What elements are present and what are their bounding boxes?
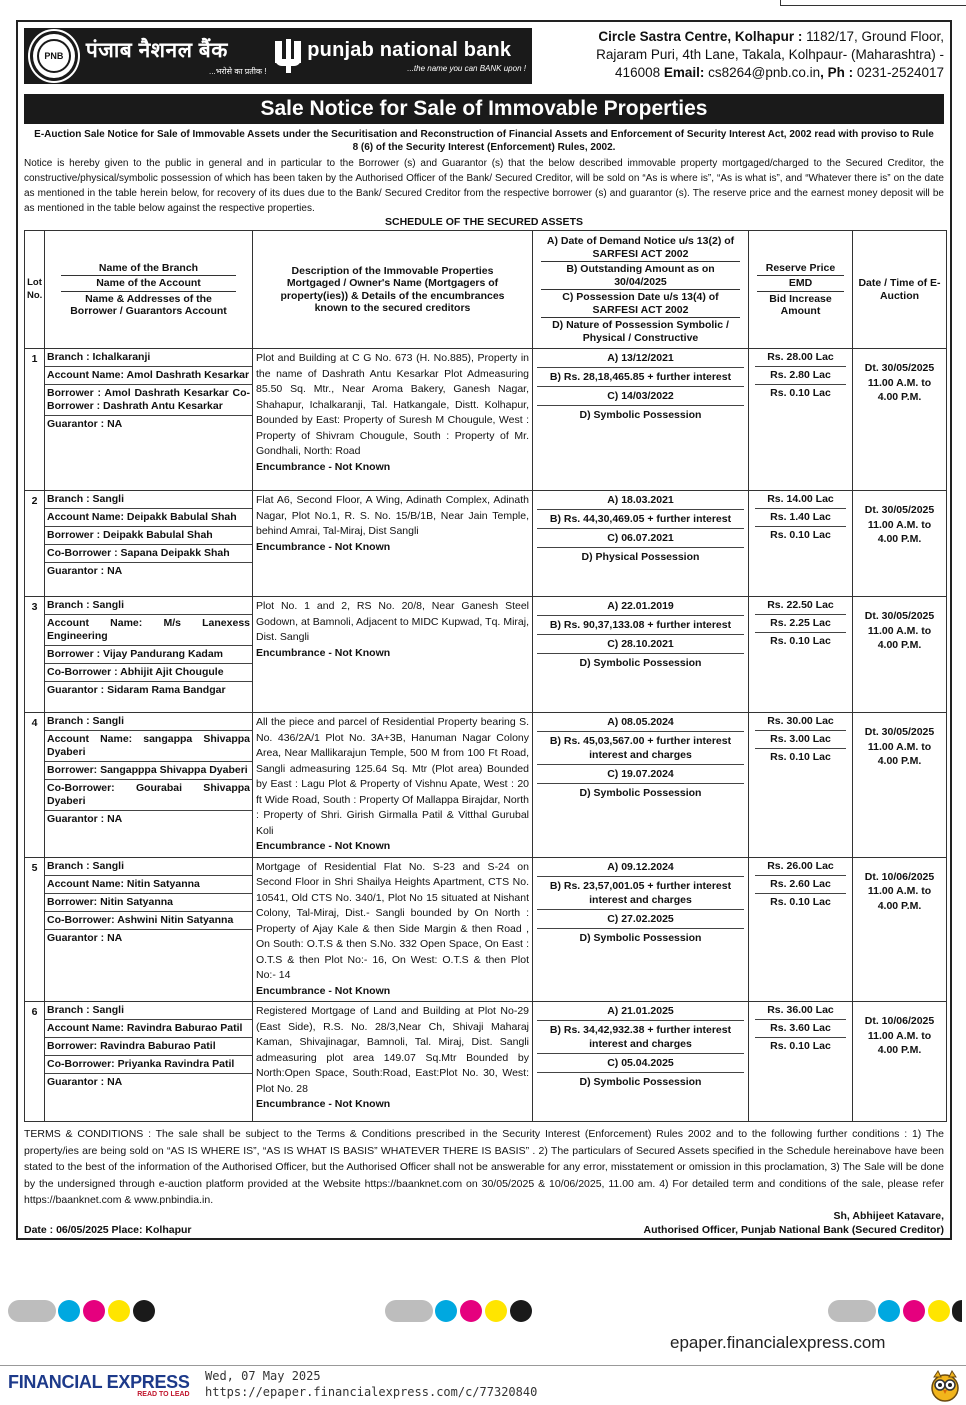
terms-and-conditions: TERMS & CONDITIONS : The sale shall be subject to the Terms & Conditions prescribed in the Security Interest (Enforcement) Rules 2002 and to the following further conditions : 1) The property/ies are being sold on “AS IS WHERE IS”, “AS IS WHAT IS BASIS” WHATEVER THERE IS BASIS” . 2) The particulars of Secured Assets specified in the Schedule hereinabove have been stated to the best of the information of the Authorised Officer, but the Authorised Officer shall not be answerable for any error, misstatement or omission in this proclamation, 3) The Sale will be done by the undersigned through e-auction platform provided at the Website https://baanknet.com on 30/05/2025 & 10/06/2025, 11.00 am. 4) For detailed term and conditions of the sale, please refer https://baanknet.com & www.pnbindia.in. <box>24 1128 944 1206</box>
lot-row <box>25 491 947 597</box>
party-line: Guarantor : NA <box>47 565 123 577</box>
bank-logo-banner <box>24 28 532 84</box>
party-line: Branch : Sangli <box>45 1002 252 1020</box>
notice-dates <box>533 349 749 491</box>
party-line: Co-Borrower: Ashwini Nitin Satyanna <box>45 912 252 930</box>
date-line: A) 09.12.2024 <box>537 858 744 877</box>
party-details <box>45 597 253 713</box>
party-line: Co-Borrower : Sapana Deipakk Shah <box>45 545 252 563</box>
secured-assets-table <box>24 230 947 1122</box>
encumbrance-text: Encumbrance - Not Known <box>256 1098 391 1110</box>
bid-increase: Rs. 0.10 Lac <box>770 895 831 908</box>
price-details <box>749 597 853 713</box>
auction-line: Dt. 30/05/2025 <box>864 726 935 738</box>
date-line: A) 18.03.2021 <box>537 491 744 510</box>
emd-amount: Rs. 3.00 Lac <box>755 731 846 749</box>
black-dot <box>133 1300 155 1322</box>
cyan-dot <box>435 1300 457 1322</box>
date-line: B) Rs. 23,57,001.05 + further interest interest and charges <box>537 877 744 910</box>
party-details <box>45 713 253 858</box>
emd-amount: Rs. 2.80 Lac <box>755 367 846 385</box>
party-line: Account Name: M/s Lanexess Engineering <box>45 615 252 646</box>
party-details <box>45 1002 253 1122</box>
date-line: A) 22.01.2019 <box>537 597 744 616</box>
encumbrance-text: Encumbrance - Not Known <box>256 540 391 553</box>
price-details <box>749 857 853 1002</box>
party-line: Borrower: Ravindra Baburao Patil <box>45 1038 252 1056</box>
auction-line: Dt. 30/05/2025 <box>864 362 935 374</box>
emd-amount: Rs. 1.40 Lac <box>755 509 846 527</box>
auction-line: 11.00 A.M. to <box>867 376 932 389</box>
registration-marks-left <box>8 1300 158 1322</box>
property-description <box>253 1002 533 1122</box>
party-line: Borrower : Deipakk Babulal Shah <box>45 527 252 545</box>
col-auction: Date / Time of E-Auction <box>853 231 947 349</box>
encumbrance-text: Encumbrance - Not Known <box>256 460 391 473</box>
reserve-price: Rs. 26.00 Lac <box>755 858 846 876</box>
date-line: D) Symbolic Possession <box>579 931 702 944</box>
date-line: D) Symbolic Possession <box>579 657 702 669</box>
description-text: Registered Mortgage of Land and Building at Plot No-29 (East Side), R.S. No. 28/3,Near Ch, Shivaji Maharaj Kaman, Shivajinagar, Bamnoli, Tal. Miraj, Dist. Sangli admeasuring plot area 149.07 Sq.Mtr Bounded by North:Open Space, South:Road, East:Plot No. 30, West: Plot No. 28 <box>256 1005 529 1095</box>
cyan-dot <box>878 1300 900 1322</box>
reserve-price: Rs. 36.00 Lac <box>755 1002 846 1020</box>
email-link[interactable]: cs8264@pnb.co.in <box>708 65 821 80</box>
party-line: Co-Borrower : Abhijit Ajit Chougule <box>45 664 252 682</box>
col-lot: Lot No. <box>25 231 45 349</box>
party-line: Account Name: Ravindra Baburao Patil <box>45 1020 252 1038</box>
auction-line: 11.00 A.M. to <box>867 1029 932 1042</box>
emd-amount: Rs. 2.60 Lac <box>755 876 846 894</box>
auction-line: Dt. 30/05/2025 <box>864 610 935 622</box>
footer-divider <box>0 1365 966 1366</box>
date-line: B) Rs. 45,03,567.00 + further interest interest and charges <box>537 732 744 765</box>
party-line: Borrower : Vijay Pandurang Kadam <box>45 646 252 664</box>
yellow-dot <box>928 1300 950 1322</box>
property-description <box>253 491 533 597</box>
registration-marks-center <box>385 1300 535 1322</box>
registration-bar <box>385 1300 433 1322</box>
auction-datetime <box>853 349 947 491</box>
party-line: Account Name: Deipakk Babulal Shah <box>45 509 252 527</box>
registration-bar <box>828 1300 876 1322</box>
reserve-price: Rs. 22.50 Lac <box>755 597 846 615</box>
date-line: A) 08.05.2024 <box>537 713 744 732</box>
date-line: D) Symbolic Possession <box>579 409 702 421</box>
date-line: D) Symbolic Possession <box>579 1076 702 1088</box>
property-description <box>253 349 533 491</box>
lot-number: 6 <box>25 1002 45 1122</box>
auction-line: 11.00 A.M. to <box>867 624 932 637</box>
lot-row <box>25 1002 947 1122</box>
lot-row <box>25 713 947 858</box>
lot-row <box>25 597 947 713</box>
english-bank-name: punjab national bank ...the name you can BANK upon ! <box>307 39 526 73</box>
emd-amount: Rs. 2.25 Lac <box>755 615 846 633</box>
seal-icon: PNB <box>30 31 78 81</box>
party-line: Co-Borrower: Gourabai Shivappa Dyaberi <box>45 780 252 811</box>
print-url[interactable]: https://epaper.financialexpress.com/c/77320840 <box>205 1385 538 1399</box>
print-date: Wed, 07 May 2025 <box>205 1369 321 1383</box>
party-line: Branch : Sangli <box>45 858 252 876</box>
notice-footer <box>24 1209 944 1237</box>
date-line: C) 19.07.2024 <box>537 765 744 784</box>
party-line: Branch : Sangli <box>45 713 252 731</box>
date-line: C) 05.04.2025 <box>537 1054 744 1073</box>
notice-title: Sale Notice for Sale of Immovable Properties <box>24 94 944 124</box>
party-line: Guarantor : NA <box>47 813 123 825</box>
page-edge-strip <box>780 0 966 6</box>
notice-dates <box>533 491 749 597</box>
lot-number: 3 <box>25 597 45 713</box>
date-line: B) Rs. 90,37,133.08 + further interest <box>537 616 744 635</box>
date-line: B) Rs. 34,42,932.38 + further interest interest and charges <box>537 1021 744 1054</box>
auction-datetime <box>853 713 947 858</box>
signature-block: Sh, Abhijeet Katavare, Authorised Officer, Punjab National Bank (Secured Creditor) <box>643 1209 944 1236</box>
description-text: Mortgage of Residential Flat No. S-23 and S-24 on Second Floor in Shri Shailya Heights Apartment, CTS No. 10541, Old CTS No. 340/1, Plot No 15 situated at Nishant Colony, Tal-Miraj, Dist.- Sangli bounded by On North : Property of Ajay Kale & then Side Margin & then Road , On South: O.T.S & then S.No. 332 Open Space, On East : O.T.S & then Plot No:- 16, On West: O.T.S & then Plot No:- 14 <box>256 860 529 981</box>
property-description <box>253 713 533 858</box>
auction-datetime <box>853 597 947 713</box>
lot-number: 2 <box>25 491 45 597</box>
auction-line: 4.00 P.M. <box>877 639 922 651</box>
notice-dates <box>533 597 749 713</box>
owl-icon <box>930 1368 960 1402</box>
date-line: C) 14/03/2022 <box>537 387 744 406</box>
auction-line: 4.00 P.M. <box>877 391 922 403</box>
party-line: Borrower: Nitin Satyanna <box>45 894 252 912</box>
price-details <box>749 349 853 491</box>
auction-line: 4.00 P.M. <box>877 1044 922 1056</box>
party-line: Account Name: Amol Dashrath Kesarkar <box>45 367 252 385</box>
yellow-dot <box>108 1300 130 1322</box>
bid-increase: Rs. 0.10 Lac <box>770 751 831 763</box>
encumbrance-text: Encumbrance - Not Known <box>256 646 391 659</box>
notice-header <box>24 26 944 92</box>
reserve-price: Rs. 14.00 Lac <box>755 491 846 509</box>
registration-marks-right <box>828 1300 965 1322</box>
price-details <box>749 1002 853 1122</box>
reserve-price: Rs. 28.00 Lac <box>755 349 846 367</box>
emd-amount: Rs. 3.60 Lac <box>755 1020 846 1038</box>
party-line: Account Name: Nitin Satyanna <box>45 876 252 894</box>
black-dot <box>952 1300 962 1322</box>
yellow-dot <box>485 1300 507 1322</box>
reserve-price: Rs. 30.00 Lac <box>755 713 846 731</box>
date-line: C) 06.07.2021 <box>537 529 744 548</box>
col-price: Reserve Price EMD Bid Increase Amount <box>749 231 853 349</box>
circle-office-address: Circle Sastra Centre, Kolhapur : 1182/17, Ground Floor, Rajaram Puri, 4th Lane, Takala, Kolhpaur- (Maharashtra) - 416008 Email: cs8264@pnb.co.in, Ph : 0231-2524017 <box>596 29 944 80</box>
date-line: D) Physical Possession <box>581 551 700 563</box>
price-details <box>749 491 853 597</box>
magenta-dot <box>83 1300 105 1322</box>
date-place: Date : 06/05/2025 Place: Kolhapur <box>24 1223 192 1236</box>
lot-number: 4 <box>25 713 45 858</box>
financial-express-logo[interactable]: FINANCIAL EXPRESS READ TO LEAD <box>8 1372 190 1398</box>
auction-line: 11.00 A.M. to <box>867 518 932 531</box>
intro-heading: E-Auction Sale Notice for Sale of Immovable Assets under the Securitisation and Reconstruction of Financial Assets and Enforcement of Security Interest Act, 2002 read with proviso to Rule 8 (6) of the Security Interest (Enforcement) Rules, 2002. <box>34 129 934 153</box>
auction-line: 4.00 P.M. <box>877 755 922 767</box>
date-line: C) 28.10.2021 <box>537 635 744 654</box>
party-line: Branch : Ichalkaranji <box>45 349 252 367</box>
property-description <box>253 857 533 1002</box>
party-line: Co-Borrower: Priyanka Ravindra Patil <box>45 1056 252 1074</box>
schedule-title: SCHEDULE OF THE SECURED ASSETS <box>385 216 583 228</box>
notice-dates <box>533 857 749 1002</box>
auction-datetime <box>853 857 947 1002</box>
magenta-dot <box>903 1300 925 1322</box>
auction-line: Dt. 30/05/2025 <box>864 504 935 516</box>
auction-line: 4.00 P.M. <box>877 533 922 545</box>
auction-line: 4.00 P.M. <box>877 899 922 912</box>
party-line: Branch : Sangli <box>45 491 252 509</box>
description-text: Plot and Building at C G No. 673 (H. No.885), Property in the name of Dashrath Antu Kesarkar Plot Admeasuring 85.50 Sq. Mtr., Near Aroma Bakery, Ganesh Nagar, Shahapur, Ichalkaranji, Tal. Hatkangale, Distt. Kolhapur, Bounded by East: Property of Suresh M Chougule, West : Property of Shivram Chougule, South : Property of Mr. Gondhali, North: Road <box>256 352 529 457</box>
encumbrance-text: Encumbrance - Not Known <box>256 984 391 997</box>
lot-row <box>25 349 947 491</box>
bid-increase: Rs. 0.10 Lac <box>770 1040 831 1052</box>
property-description <box>253 597 533 713</box>
intro-paragraph: Notice is hereby given to the public in general and in particular to the Borrower (s) and Guarantor (s) that the below described immovable property mortgaged/charged to the Secured Creditor, the constructive/physical/symbolic possession of which has been taken by the Authorised Officer of the Bank/ Secured Creditor, will be sold on “As is where is”, “As is what is”, and “Whatever there is” on the date as mentioned in the table herein below, for recovery of its dues due to the Bank/ Secured Creditor from the respective borrower (s) and guarantor (s). The reserve price and the earnest money deposit will be as mentioned in the table below against the respective properties. <box>24 158 944 214</box>
sale-notice <box>16 20 952 1240</box>
party-line: Borrower: Sangapppa Shivappa Dyaberi <box>45 762 252 780</box>
black-dot <box>510 1300 532 1322</box>
notice-dates <box>533 1002 749 1122</box>
auction-line: 11.00 A.M. to <box>867 740 932 753</box>
date-line: A) 13/12/2021 <box>537 349 744 368</box>
date-line: B) Rs. 28,18,465.85 + further interest <box>537 368 744 387</box>
date-line: D) Symbolic Possession <box>579 787 702 799</box>
party-line: Guarantor : NA <box>47 1076 123 1088</box>
notice-dates <box>533 713 749 858</box>
print-meta <box>205 1368 537 1400</box>
party-line: Branch : Sangli <box>45 597 252 615</box>
encumbrance-text: Encumbrance - Not Known <box>256 840 391 852</box>
col-description: Description of the Immovable Properties Mortgaged / Owner's Name (Mortgagers of property(ies)) & Details of the encumbrances known to the secured creditors <box>253 231 533 349</box>
epaper-site-label: epaper.financialexpress.com <box>670 1333 886 1352</box>
registration-bar <box>8 1300 56 1322</box>
description-text: Flat A6, Second Floor, A Wing, Adinath Complex, Adinath Nagar, Plot No.1, R. S. No. 15/B/1B, Near Jain Temple, behind Amrai, Tal-Miraj, Dist Sangli <box>256 494 529 537</box>
auction-datetime <box>853 1002 947 1122</box>
date-line: C) 27.02.2025 <box>537 910 744 929</box>
table-header-row <box>25 231 947 349</box>
bid-increase: Rs. 0.10 Lac <box>770 635 831 647</box>
pnb-logo-icon <box>275 39 300 73</box>
auction-line: Dt. 10/06/2025 <box>864 1015 935 1027</box>
description-text: Plot No. 1 and 2, RS No. 20/8, Near Ganesh Steel Godown, at Bamnoli, Adjacent to MIDC Kupwad, Tq. Miraj, Dist. Sangli <box>256 600 529 643</box>
auction-line: 11.00 A.M. to <box>867 885 932 897</box>
date-line: A) 21.01.2025 <box>537 1002 744 1021</box>
price-details <box>749 713 853 858</box>
cyan-dot <box>58 1300 80 1322</box>
party-line: Borrower : Amol Dashrath Kesarkar Co-Borrower : Dashrath Antu Kesarkar <box>45 385 252 416</box>
party-details <box>45 857 253 1002</box>
magenta-dot <box>460 1300 482 1322</box>
auction-datetime <box>853 491 947 597</box>
bid-increase: Rs. 0.10 Lac <box>770 387 831 399</box>
lot-row <box>25 857 947 1002</box>
auction-line: Dt. 10/06/2025 <box>864 870 935 883</box>
col-dates: A) Date of Demand Notice u/s 13(2) of SARFESI ACT 2002 B) Outstanding Amount as on 30/04/2025 C) Possession Date u/s 13(4) of SARFESI ACT 2002 D) Nature of Possession Symbolic / Physical / Constructive <box>533 231 749 349</box>
bid-increase: Rs. 0.10 Lac <box>770 529 831 541</box>
party-line: Guarantor : NA <box>47 418 123 430</box>
col-party: Name of the Branch Name of the Account Name & Addresses of the Borrower / Guarantors Account <box>45 231 253 349</box>
date-line: B) Rs. 44,30,469.05 + further interest <box>537 510 744 529</box>
party-line: Guarantor : NA <box>47 931 123 944</box>
party-line: Guarantor : Sidaram Rama Bandgar <box>47 684 226 696</box>
description-text: All the piece and parcel of Residential Property bearing S. No. 436/2A/1 Plot No. 3A+3B, Hanuman Nagar Colony Area, Near Mallikarajun Temple, 500 M from 100 Ft Road, Sangli admeasuring 125.64 Sq. Mtr (Plot area) Bounded by East : Lagu Plot & Property of Vishnu Apate, West : 20 ft Wide Road, South : Property Of Mallappa Birajdar, North : Property of Shri. Girish Girmalla Patil & Vitthal Gurubal Koli <box>256 716 529 837</box>
lot-number: 1 <box>25 349 45 491</box>
lot-number: 5 <box>25 857 45 1002</box>
party-details <box>45 491 253 597</box>
hindi-bank-name: पंजाब नैशनल बैंक ...भरोसे का प्रतीक ! <box>85 38 267 76</box>
party-details <box>45 349 253 491</box>
party-line: Account Name: sangappa Shivappa Dyaberi <box>45 731 252 762</box>
